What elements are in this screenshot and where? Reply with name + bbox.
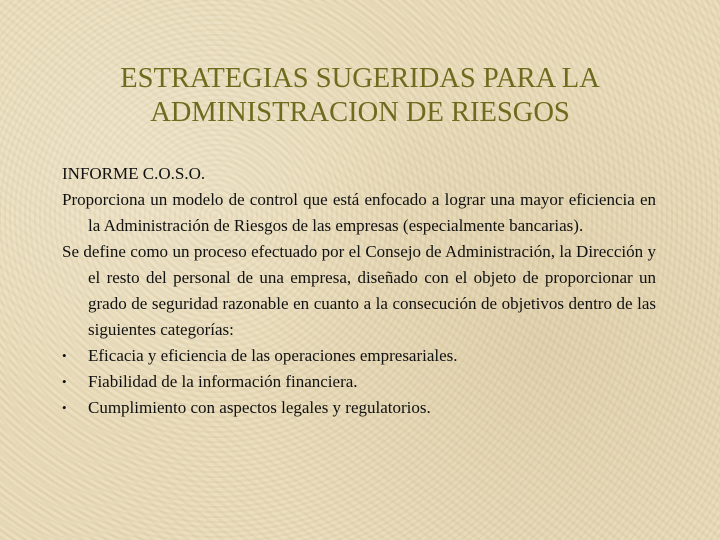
list-item-text: Eficacia y eficiencia de las operaciones empresariales. xyxy=(88,346,458,365)
definition-paragraph: Se define como un proceso efectuado por el Consejo de Administración, la Dirección y el resto del personal de una empresa, diseñado con el objeto de proporcionar un grado de seguridad razonable en cuanto a la consecución de objetivos dentro de las siguientes categorías: xyxy=(62,242,656,339)
list-item-text: Cumplimiento con aspectos legales y regulatorios. xyxy=(88,398,431,417)
report-heading: INFORME C.O.S.O. xyxy=(62,164,206,183)
bullet-icon: • xyxy=(62,374,67,389)
list-item xyxy=(62,395,656,421)
title-line-1: ESTRATEGIAS SUGERIDAS PARA LA xyxy=(120,63,600,94)
list-item-text: Fiabilidad de la información financiera. xyxy=(88,372,358,391)
description-paragraph: Proporciona un modelo de control que está enfocado a lograr una mayor eficiencia en la Administración de Riesgos de las empresas (especialmente bancarias). xyxy=(62,190,656,235)
list-item xyxy=(62,343,656,369)
bullet-icon: • xyxy=(62,400,67,415)
slide-title xyxy=(40,62,680,130)
list-item xyxy=(62,369,656,395)
bullet-icon: • xyxy=(62,348,67,363)
slide-body xyxy=(62,161,656,421)
title-line-2: ADMINISTRACION DE RIESGOS xyxy=(150,97,570,128)
